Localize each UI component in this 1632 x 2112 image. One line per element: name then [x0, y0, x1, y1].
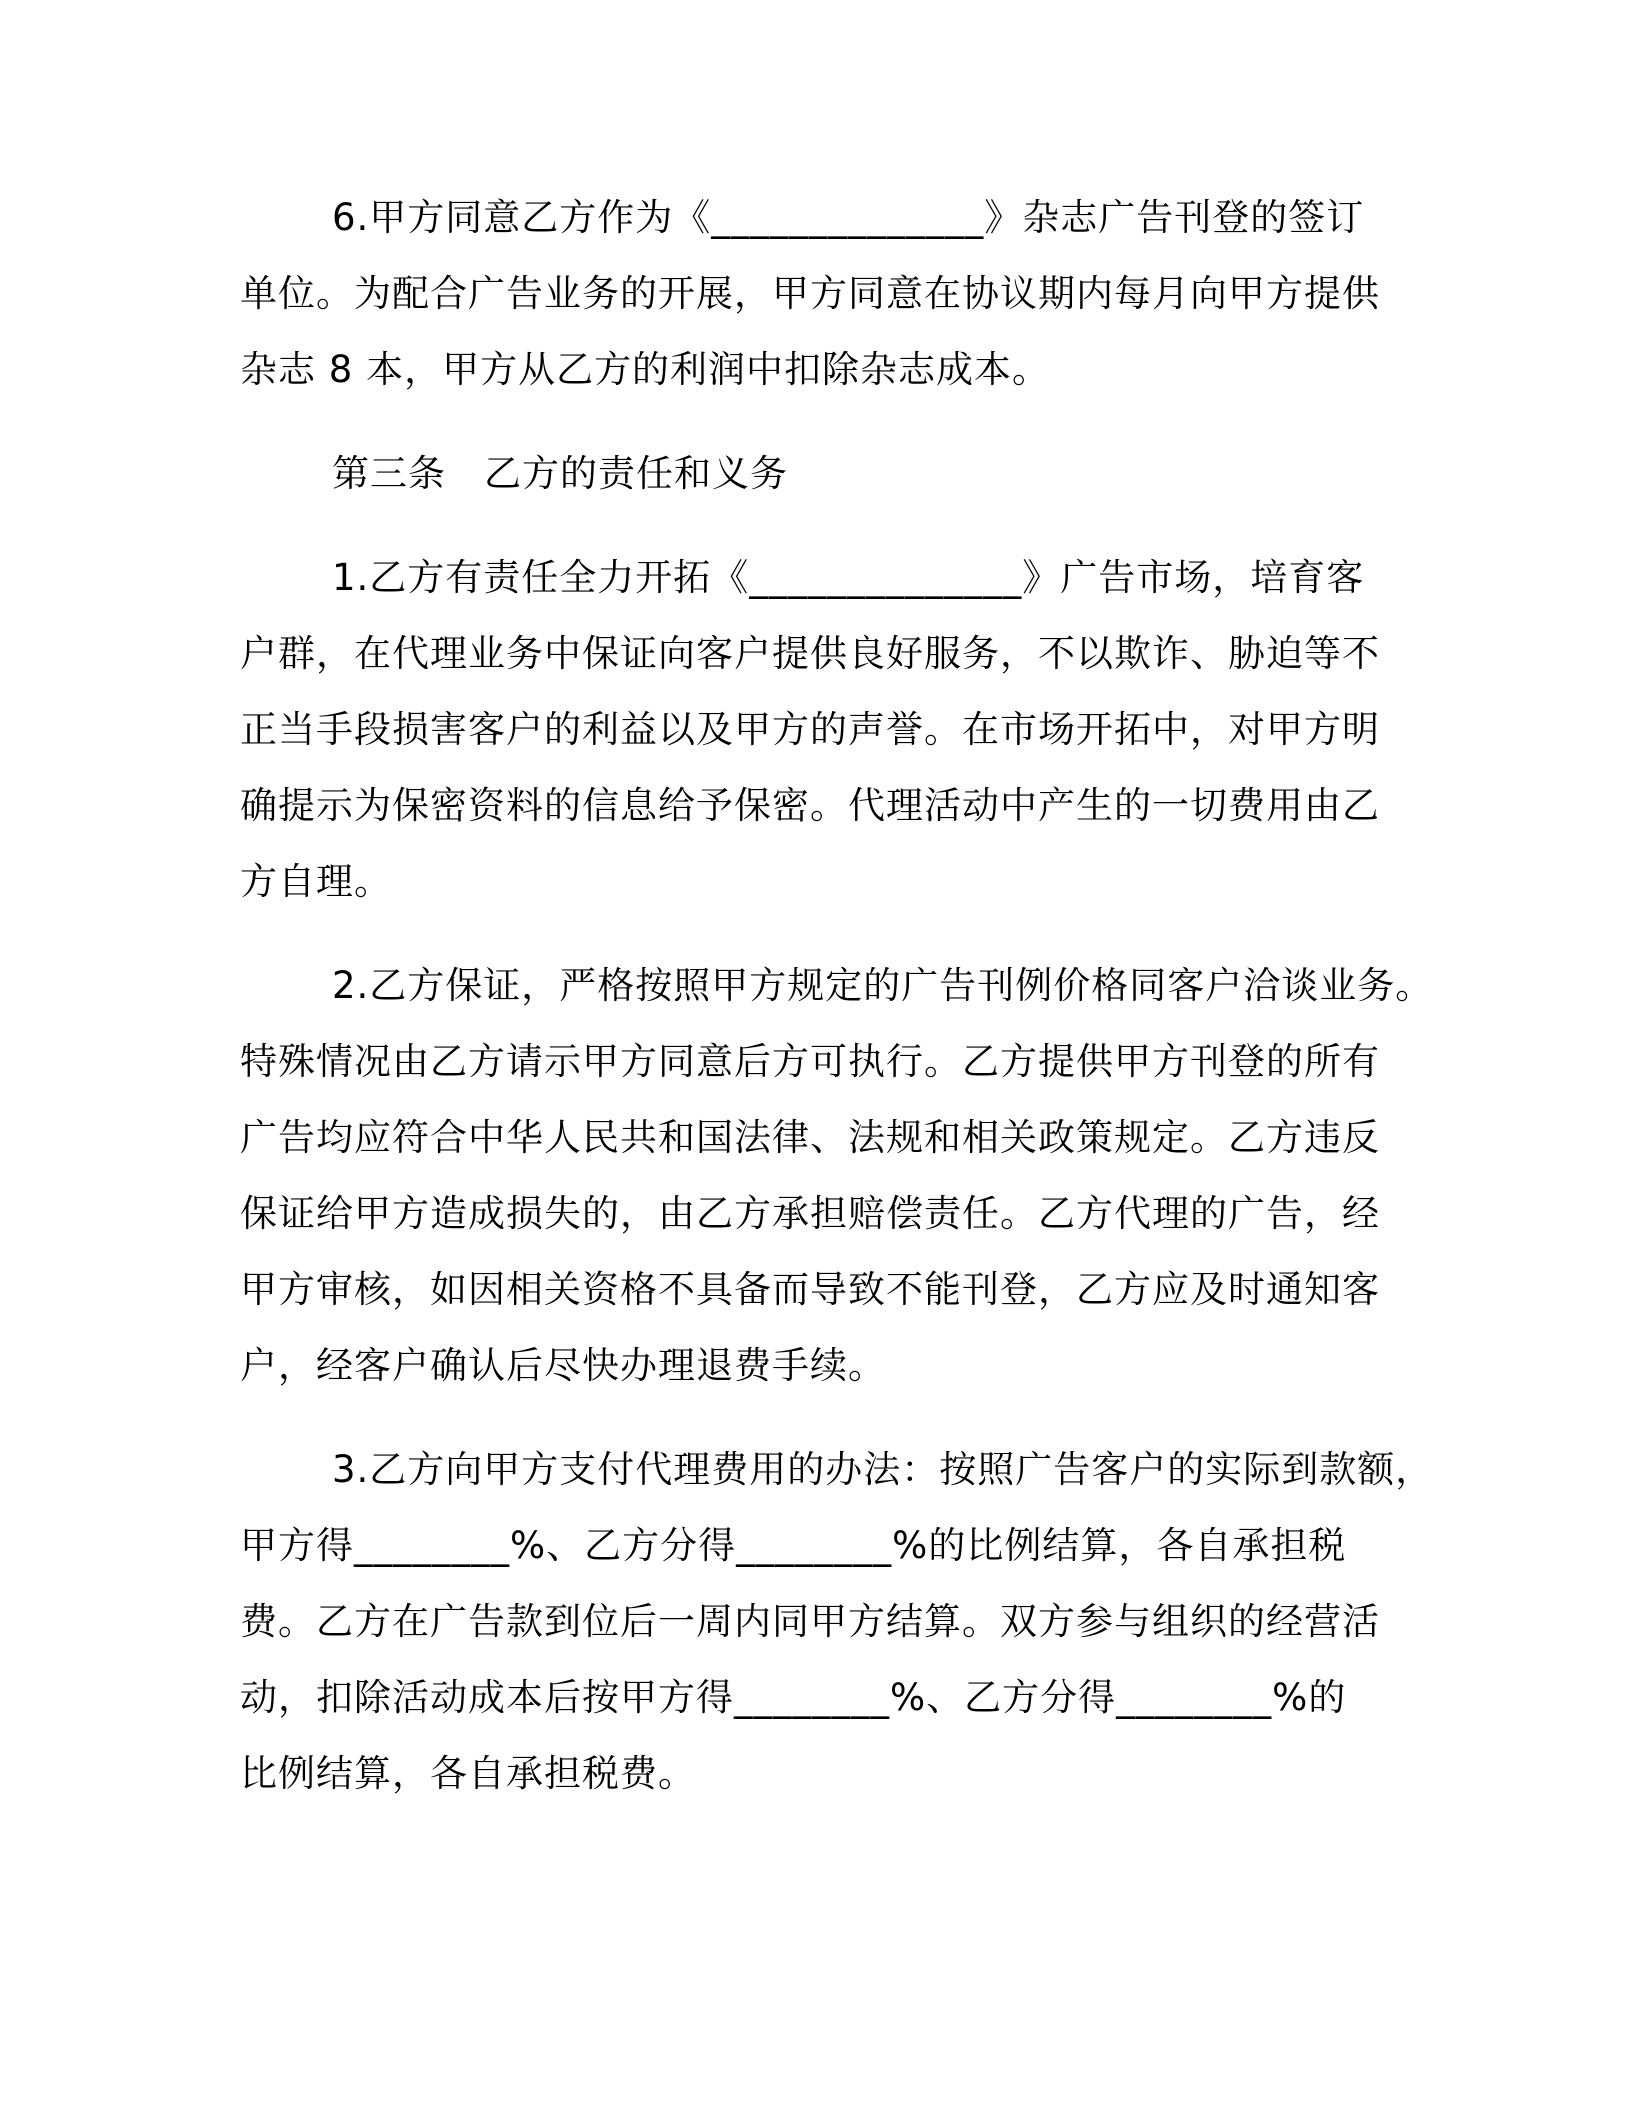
paragraph-line: 保证给甲方造成损失的，由乙方承担赔偿责任。乙方代理的广告，经 [240, 1192, 1380, 1235]
paragraph-line: 特殊情况由乙方请示甲方同意后方可执行。乙方提供甲方刊登的所有 [240, 1040, 1380, 1083]
paragraph-line: 甲方得________%、乙方分得________%的比例结算，各自承担税 [240, 1524, 1347, 1567]
paragraph-line: 2.乙方保证，严格按照甲方规定的广告刊例价格同客户洽谈业务。 [332, 964, 1434, 1007]
paragraph-line: 6.甲方同意乙方作为《______________》杂志广告刊登的签订 [332, 196, 1365, 239]
paragraph-line: 1.乙方有责任全力开拓《______________》广告市场，培育客 [332, 556, 1365, 599]
paragraph-line: 户，经客户确认后尽快办理退费手续。 [240, 1344, 886, 1387]
paragraph-line: 甲方审核，如因相关资格不具备而导致不能刊登，乙方应及时通知客 [240, 1268, 1380, 1311]
section-heading: 第三条 乙方的责任和义务 [332, 452, 788, 495]
paragraph-line: 杂志 8 本，甲方从乙方的利润中扣除杂志成本。 [240, 348, 1051, 391]
paragraph-line: 费。乙方在广告款到位后一周内同甲方结算。双方参与组织的经营活 [240, 1600, 1380, 1643]
paragraph-line: 动，扣除活动成本后按甲方得________%、乙方分得________%的 [240, 1676, 1347, 1719]
paragraph-line: 正当手段损害客户的利益以及甲方的声誉。在市场开拓中，对甲方明 [240, 708, 1380, 751]
paragraph-line: 单位。为配合广告业务的开展，甲方同意在协议期内每月向甲方提供 [240, 272, 1380, 315]
paragraph-line: 比例结算，各自承担税费。 [240, 1752, 696, 1795]
paragraph-line: 方自理。 [240, 860, 392, 903]
paragraph-line: 广告均应符合中华人民共和国法律、法规和相关政策规定。乙方违反 [240, 1116, 1380, 1159]
paragraph-line: 确提示为保密资料的信息给予保密。代理活动中产生的一切费用由乙 [240, 784, 1380, 827]
paragraph-line: 3.乙方向甲方支付代理费用的办法：按照广告客户的实际到款额， [332, 1448, 1434, 1491]
paragraph-line: 户群，在代理业务中保证向客户提供良好服务，不以欺诈、胁迫等不 [240, 632, 1380, 675]
